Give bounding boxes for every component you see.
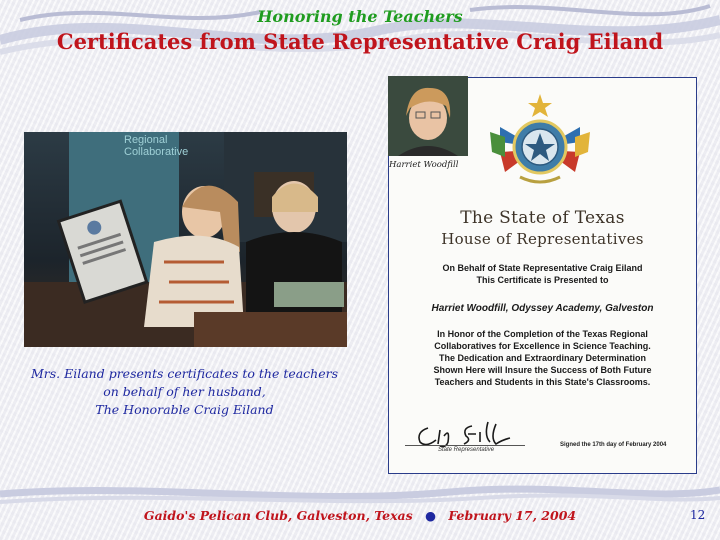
certificate-body-line-3: The Dedication and Extraordinary Determination (438, 353, 647, 363)
signature-caption: State Representative (438, 447, 495, 453)
page-number: 12 (690, 508, 706, 522)
caption-line-1: Mrs. Eiland presents certificates to the teachers (30, 366, 339, 381)
event-photo (24, 132, 347, 347)
portrait-label: Harriet Woodfill (389, 160, 459, 170)
certificate-behalf-line-2: This Certificate is Presented to (476, 275, 609, 285)
podium (194, 312, 347, 347)
footer-venue: Gaido's Pelican Club, Galveston, Texas (143, 508, 413, 523)
certificate-recipient: Harriet Woodfill, Odyssey Academy, Galveston (431, 303, 654, 314)
portrait-illustration (388, 76, 468, 156)
caption-line-3: The Honorable Craig Eiland (95, 402, 274, 417)
certificate-body-line-5: Teachers and Students in this State's Classrooms. (434, 377, 651, 387)
certificate-body-line-2: Collaboratives for Excellence in Science Teaching. (434, 341, 651, 351)
certificate-body-line-1: In Honor of the Completion of the Texas Regional (437, 329, 648, 339)
slide-subtitle: Honoring the Teachers (257, 7, 463, 26)
footer (0, 508, 720, 523)
certificate-title-1: The State of Texas (460, 208, 625, 228)
signed-date: Signed the 17th day of February 2004 (560, 442, 667, 448)
recipient-portrait (388, 76, 468, 156)
signature-line (405, 445, 525, 446)
event-photo-illustration (24, 132, 347, 347)
certificate-behalf-line-1: On Behalf of State Representative Craig Eiland (442, 263, 643, 273)
caption-line-2: on behalf of her husband, (103, 384, 266, 399)
texas-seal-icon (480, 92, 600, 192)
photo-caption (22, 365, 347, 419)
certificate-title-2: House of Representatives (441, 230, 644, 248)
footer-date: February 17, 2004 (448, 508, 577, 523)
banner-text: Regional Collaborative (124, 134, 189, 158)
certificate-body-line-4: Shown Here will Insure the Success of Both Future (433, 365, 652, 375)
folded-cloth (274, 282, 344, 307)
footer-bullet-icon: ● (425, 508, 436, 523)
slide-title: Certificates from State Representative Craig Eiland (56, 29, 664, 54)
